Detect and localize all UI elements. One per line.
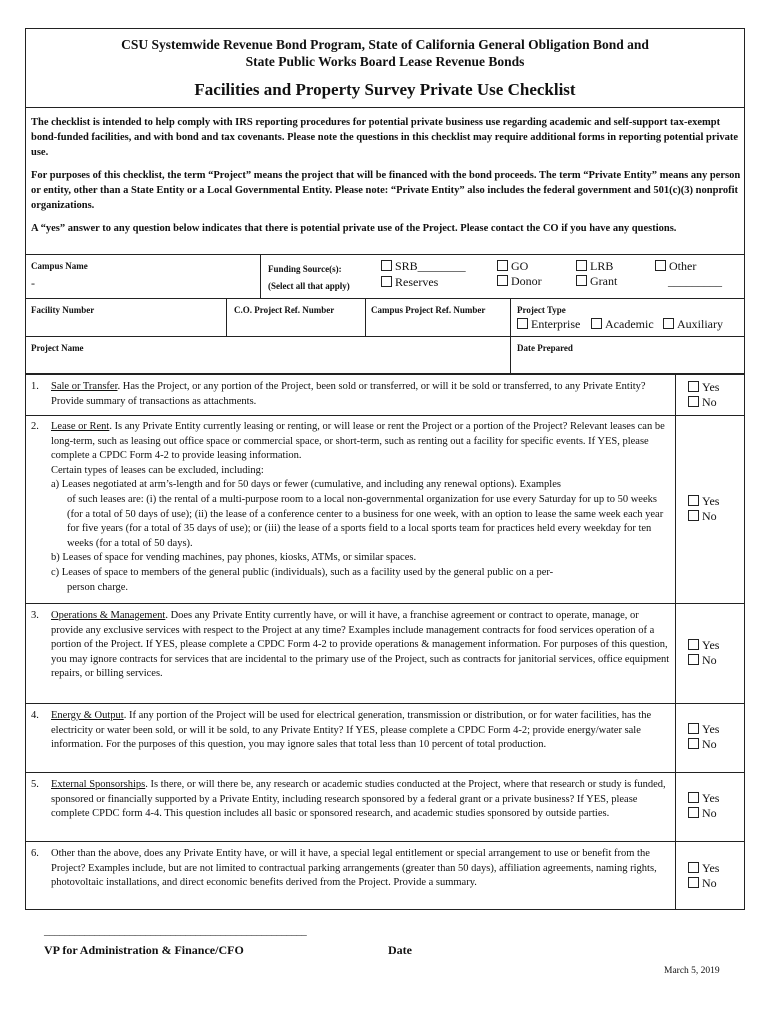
divider [25,603,745,604]
intro [31,115,741,244]
divider [25,841,745,842]
funding-other-field[interactable]: _________ [668,274,722,288]
question-2-answer[interactable] [688,494,719,524]
checkbox[interactable] [688,792,699,803]
question-4-answer[interactable] [688,722,719,752]
checkbox[interactable] [576,260,587,271]
project-name-label: Project Name [31,343,84,353]
divider [25,703,745,704]
no-option[interactable]: No [688,395,719,410]
no-option[interactable]: No [688,737,719,752]
checkbox[interactable] [688,723,699,734]
project-type-auxiliary-option[interactable]: Auxiliary [663,317,723,332]
question-5: 5. External Sponsorships. Is there, or will there be, any research or academic studies conducted at the Project, where that research or study is funded, sponsored or financially supported by a Private Entity, including research sponsored by a federal grant or a private business? If YES, please complete CPDC form 4-4. This question includes all basic or sponsored research, and academic studies sponsored by outside parties. [31,779,666,820]
divider [25,772,745,773]
no-option[interactable]: No [688,509,719,524]
intro-paragraph-1: The checklist is intended to help comply with IRS reporting procedures for potential private business use regarding academic and self-support tax-exempt bond-funded facilities, and with bond and tax covenants. Please note the questions in this checklist may require additional forms in reporting potential private use. [31,117,739,158]
question-6: 6. Other than the above, does any Private Entity have, or will it have, a special legal entitlement or special arrangement to use or benefit from the Project? Examples include, but are not limited to contractual parking arrangements (greater than 50 days), affiliation agreements, naming rights, photovoltaic installations, and direct economic benefits derived from the Project. Provide a summary. [31,848,657,889]
funding-reserves-option[interactable]: Reserves [381,275,438,290]
question-title: Operations & Management [51,610,166,621]
checkbox[interactable] [381,276,392,287]
checkbox[interactable] [591,318,602,329]
no-option[interactable]: No [688,806,719,821]
question-2: 2. Lease or Rent. Is any Private Entity currently leasing or renting, or will lease or rent the Project or a portion of the Project? Relevant leases can be long-term, such as leasing out office space or commercial space, or short-term, such as renting out a facility for specific events. If YES, please complete a CPDC Form 4-2 to provide leasing information. Certain types of leases can be excluded, including: a) Leases negotiated at arm’s-length and for 50 days or fewer (cumulative, and including any renewal options). Examples of such leases are: (i) the rental of a multi-purpose room to a local non-governmental organization for use every Saturday for up to 50 weeks (for a total of 50 days of use); (ii) the lease of a conference center to a business for one week, with an option to lease the same week each year for five years (for a total of 35 days of use); or (iii) the lease of a sports field to a local sports team for practices held every weekday for ten weeks (for a total of 50 days). b) Leases of space for vending machines, pay phones, kiosks, ATMs, or similar spaces. c) Leases of space to members of the general public (individuals), such as a facility used by the general public on a per- person charge. [31,420,671,595]
funding-srb-option[interactable]: SRB________ [381,259,466,274]
campus-name-value[interactable]: - [31,276,35,290]
yes-option[interactable]: Yes [688,380,719,395]
campus-name-label: Campus Name [31,261,88,271]
co-project-ref-label: C.O. Project Ref. Number [234,305,335,315]
question-title: External Sponsorships [51,779,146,790]
yes-option[interactable]: Yes [688,791,719,806]
exclusion-a-detail: of such leases are: (i) the rental of a multi-purpose room to a local non-governmental organization for use every Saturday for up to 50 weeks (for a total of 50 days of use); (ii) the lease of a conference center to a business for one week, with an option to lease the same week each year for five years (for a total of 35 days of use); or (iii) the lease of a sports field to a local sports team for practices held every weekday for ten weeks (for a total of 50 days). [67,493,664,549]
exclusion-a: a) Leases negotiated at arm’s-length and for 50 days or fewer (cumulative, and including any renewal options). Examples [51,479,561,491]
vp-signature-label: VP for Administration & Finance/CFO [44,943,244,957]
no-option[interactable]: No [688,653,719,668]
divider [675,374,676,910]
intro-paragraph-3: A “yes” answer to any question below indicates that there is potential private use of the Project. Please contact the CO if you have any questions. [31,223,677,234]
checkbox[interactable] [497,275,508,286]
funding-source-sublabel: (Select all that apply) [268,281,350,291]
question-title: Lease or Rent [51,421,110,432]
question-title: Energy & Output [51,710,124,721]
question-6-answer[interactable] [688,861,719,891]
checkbox[interactable] [688,396,699,407]
question-3: 3. Operations & Management. Does any Private Entity currently have, or will it have, a franchise agreement or contract to operate, manage, or provide any exclusive services with respect to the Project at any time? Examples include management contracts for food services operation of a portion of the Project. If YES, please complete a CPDC Form 4-2 to provide operations & management information. For purposes of this question, you may ignore contracts for services that are incidental to the primary use of the Project, such as contracts for janitorial services, office equipment repairs, or billing services. [31,610,670,680]
project-type-enterprise-option[interactable]: Enterprise [517,317,580,332]
funding-lrb-option[interactable]: LRB [576,259,613,274]
checkbox[interactable] [688,807,699,818]
divider [260,254,261,298]
date-label: Date [388,943,412,957]
funding-go-option[interactable]: GO [497,259,528,274]
exclusion-c: c) Leases of space to members of the general public (individuals), such as a facility used by the general public on a per- [51,566,554,578]
funding-donor-option[interactable]: Donor [497,274,542,289]
exclusion-c-detail: person charge. [67,581,129,593]
checkbox[interactable] [688,877,699,888]
date-prepared-label: Date Prepared [517,343,573,353]
checkbox[interactable] [688,495,699,506]
funding-other-option[interactable]: Other [655,259,696,274]
divider [25,415,745,416]
divider [25,298,745,299]
question-4: 4. Energy & Output. If any portion of the Project will be used for electrical generation, transmission or distribution, or for water facilities, has the electricity or water been sold, or will it be sold, to any Private Entity? If YES, please complete a CPDC Form 4-2; provide energy/water sale information. For the purposes of this question, you may ignore sales that total less than 10 percent of total production. [31,710,652,751]
divider [25,336,745,337]
divider [510,298,511,374]
signature-line[interactable]: ____________________________________________________ [44,926,307,937]
exclusion-b: b) Leases of space for vending machines, pay phones, kiosks, ATMs, or similar spaces. [51,552,417,564]
no-option[interactable]: No [688,876,719,891]
checkbox[interactable] [381,260,392,271]
yes-option[interactable]: Yes [688,722,719,737]
question-1: 1. Sale or Transfer. Has the Project, or any portion of the Project, been sold or transferred, or will it be sold or transferred, to any Private Entity? Provide summary of transactions as attachments. [31,381,646,407]
question-5-answer[interactable] [688,791,719,821]
checkbox[interactable] [688,654,699,665]
checkbox[interactable] [576,275,587,286]
yes-option[interactable]: Yes [688,494,719,509]
checkbox[interactable] [688,639,699,650]
header-line-1: CSU Systemwide Revenue Bond Program, State of California General Obligation Bond and [121,37,649,52]
divider [25,254,745,255]
yes-option[interactable]: Yes [688,638,719,653]
question-1-answer[interactable] [688,380,719,410]
facility-number-label: Facility Number [31,305,95,315]
checkbox[interactable] [663,318,674,329]
checkbox[interactable] [688,738,699,749]
divider [365,298,366,336]
checkbox[interactable] [688,862,699,873]
divider [25,107,745,108]
divider [226,298,227,336]
funding-grant-option[interactable]: Grant [576,274,617,289]
checkbox[interactable] [517,318,528,329]
intro-paragraph-2: For purposes of this checklist, the term “Project” means the project that will be financed with the bond proceeds. The term “Private Entity” means any person or entity, other than a State Entity or a Local Governmental Entity. Please note: “Private Entity” also includes the federal government and 501(c)(3) nonprofit organizations. [31,170,741,211]
checkbox[interactable] [497,260,508,271]
page-title: Facilities and Property Survey Private Use Checklist [194,80,576,99]
header-line-2: State Public Works Board Lease Revenue Bonds [245,54,525,69]
question-title: Sale or Transfer [51,381,118,392]
question-note: Certain types of leases can be excluded, including: [51,464,264,476]
checkbox[interactable] [655,260,666,271]
funding-source-label: Funding Source(s): [268,264,342,274]
campus-project-ref-label: Campus Project Ref. Number [371,305,486,315]
project-type-academic-option[interactable]: Academic [591,317,654,332]
checkbox[interactable] [688,381,699,392]
checkbox[interactable] [688,510,699,521]
project-type-label: Project Type [517,305,566,315]
revision-date: March 5, 2019 [664,966,720,976]
yes-option[interactable]: Yes [688,861,719,876]
question-3-answer[interactable] [688,638,719,668]
